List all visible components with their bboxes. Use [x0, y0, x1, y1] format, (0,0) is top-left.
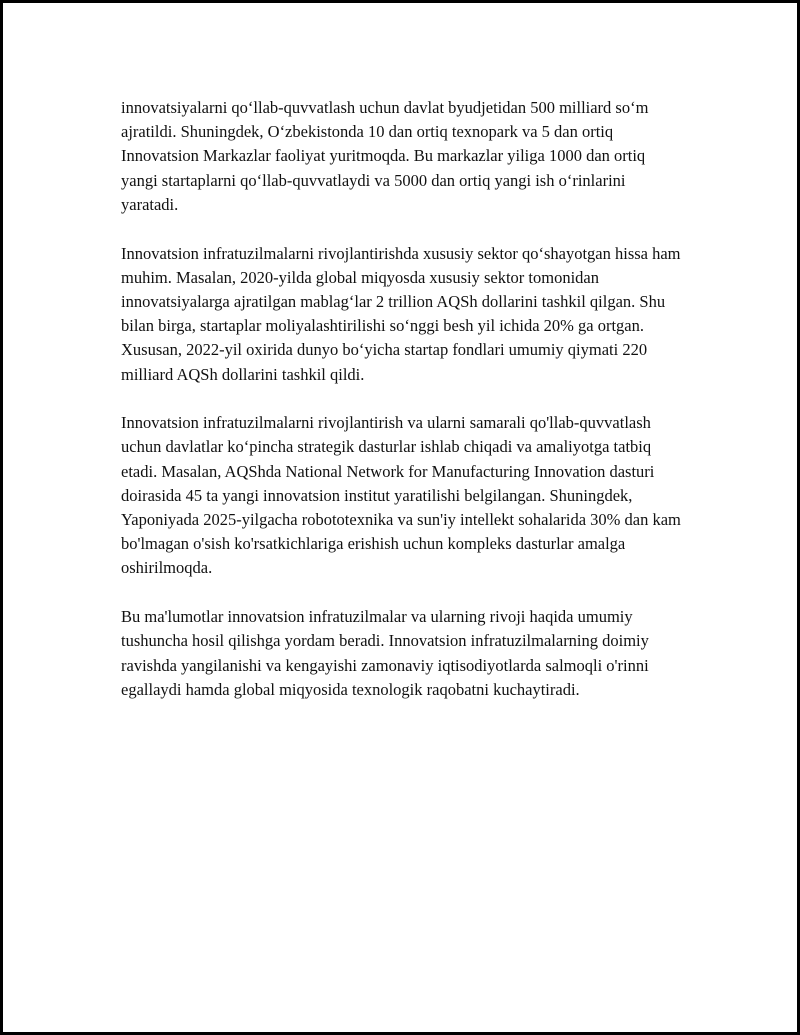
paragraph-1: innovatsiyalarni qo‘llab-quvvatlash uchun davlat byudjetidan 500 milliard so‘m ajratildi. Shuningdek, O‘zbekistonda 10 dan ortiq texnopark va 5 dan ortiq Innovatsion Markazlar faoliyat yuritmoqda. Bu markazlar yiliga 1000 dan ortiq yangi startaplarni qo‘llab-quvvatlaydi va 5000 dan ortiq yangi ish o‘rinlarini yaratadi.: [121, 98, 649, 214]
paragraph-4: Bu ma'lumotlar innovatsion infratuzilmalar va ularning rivoji haqida umumiy tushuncha hosil qilishga yordam beradi. Innovatsion infratuzilmalarning doimiy ravishda yangilanishi va kengayishi zamonaviy iqtisodiyotlarda salmoqli o'rinni egallaydi hamda global miqyosida texnologik raqobatni kuchaytiradi.: [121, 607, 649, 699]
paragraph-3: Innovatsion infratuzilmalarni rivojlantirish va ularni samarali qo'llab-quvvatlash uchun davlatlar ko‘pincha strategik dasturlar ishlab chiqadi va amaliyotga tatbiq etadi. Masalan, AQShda National Network for Manufacturing Innovation dasturi doirasida 45 ta yangi innovatsion institut yaratilishi belgilangan. Shuningdek, Yaponiyada 2025-yilgacha robototexnika va sun'iy intellekt sohalarida 30% dan kam bo'lmagan o'sish ko'rsatkichlariga erishish uchun kompleks dasturlar amalga oshirilmoqda.: [121, 413, 681, 578]
document-body: [121, 96, 681, 726]
paragraph-2: Innovatsion infratuzilmalarni rivojlantirishda xususiy sektor qo‘shayotgan hissa ham muhim. Masalan, 2020-yilda global miqyosda xususiy sektor tomonidan innovatsiyalarga ajratilgan mablag‘lar 2 trillion AQSh dollarini tashkil qilgan. Shu bilan birga, startaplar moliyalashtirilishi so‘nggi besh yil ichida 20% ga ortgan. Xususan, 2022-yil oxirida dunyo bo‘yicha startap fondlari umumiy qiymati 220 milliard AQSh dollarini tashkil qildi.: [121, 243, 681, 384]
